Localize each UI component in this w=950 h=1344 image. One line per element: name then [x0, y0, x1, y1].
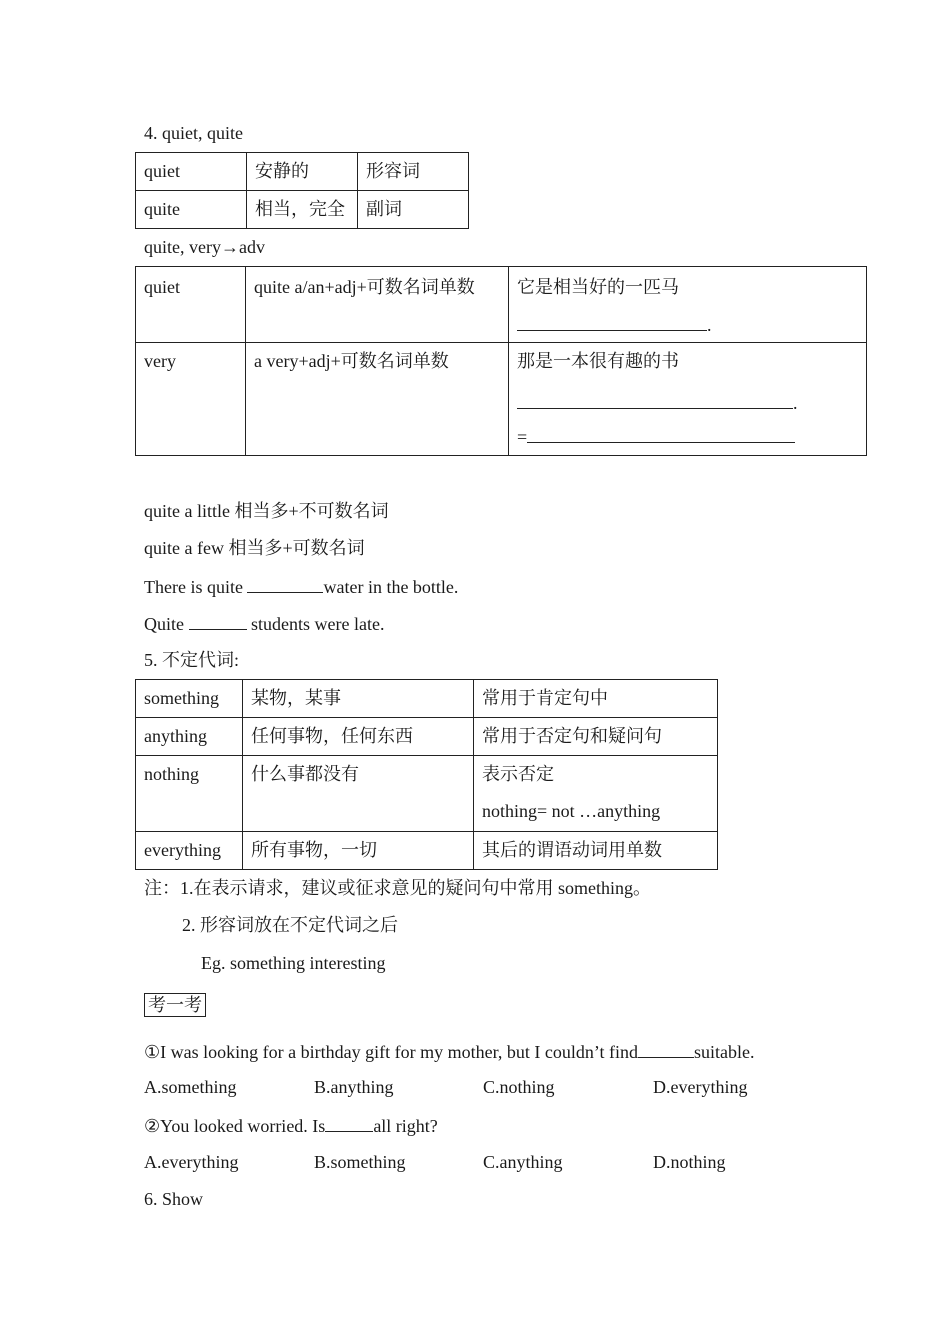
example-prompt: 那是一本很有趣的书 — [517, 351, 679, 371]
quiz-label-text: 考一考 — [144, 993, 206, 1017]
usage-line: nothing= not …anything — [482, 801, 661, 821]
table-cell — [509, 267, 867, 343]
table-cell: 常用于否定句和疑问句 — [474, 718, 718, 756]
answer-line — [517, 312, 858, 336]
table-cell: 某物，某事 — [243, 680, 474, 718]
period: . — [793, 393, 798, 413]
note-2: 2. 形容词放在不定代词之后 — [182, 915, 398, 935]
question-2 — [144, 1113, 438, 1137]
question-text: all right? — [373, 1116, 438, 1136]
q2-option-a[interactable]: A.everything — [144, 1152, 239, 1172]
q2-option-b[interactable]: B.something — [314, 1152, 406, 1172]
table-cell: 常用于肯定句中 — [474, 680, 718, 718]
equals-sign: = — [517, 427, 528, 447]
q1-option-d[interactable]: D.everything — [653, 1077, 748, 1097]
table-cell: quite — [136, 191, 247, 229]
exercise-text: students were late. — [246, 614, 385, 634]
table-cell: a very+adj+可数名词单数 — [246, 343, 509, 456]
q2-option-d[interactable]: D.nothing — [653, 1152, 726, 1172]
table-cell: nothing — [136, 756, 243, 832]
table-cell: 任何事物，任何东西 — [243, 718, 474, 756]
table-cell: 什么事都没有 — [243, 756, 474, 832]
table-cell: anything — [136, 718, 243, 756]
exercise-text: Quite — [144, 614, 189, 634]
section-6-heading: 6. Show — [144, 1189, 204, 1209]
answer-blank[interactable] — [517, 390, 793, 409]
quiet-quite-table — [135, 152, 469, 229]
table-cell: 所有事物，一切 — [243, 832, 474, 870]
usage-line: 表示否定 — [482, 764, 554, 784]
period: . — [707, 315, 712, 335]
quite-a-few-line: quite a few 相当多+可数名词 — [144, 538, 365, 558]
quite-very-note: quite, very→adv — [144, 237, 265, 257]
note-3: Eg. something interesting — [201, 953, 386, 973]
quite-a-little-line: quite a little 相当多+不可数名词 — [144, 501, 389, 521]
question-text: ②You looked worried. Is — [144, 1116, 326, 1136]
q2-option-c[interactable]: C.anything — [483, 1152, 563, 1172]
question-text: suitable. — [694, 1042, 755, 1062]
answer-line — [517, 390, 858, 414]
answer-blank[interactable] — [517, 312, 707, 331]
exercise-2 — [144, 611, 384, 635]
note-1: 注：1.在表示请求，建议或征求意见的疑问句中常用 something。 — [144, 878, 651, 898]
quite-very-table — [135, 266, 867, 456]
table-cell — [474, 756, 718, 832]
table-cell: 相当，完全 — [247, 191, 358, 229]
q1-option-c[interactable]: C.nothing — [483, 1077, 555, 1097]
answer-blank[interactable] — [325, 1113, 373, 1132]
section-4-heading: 4. quiet, quite — [144, 123, 243, 143]
table-cell: everything — [136, 832, 243, 870]
table-cell: quite a/an+adj+可数名词单数 — [246, 267, 509, 343]
table-cell: 安静的 — [247, 153, 358, 191]
answer-blank[interactable] — [189, 611, 247, 630]
question-text: ①I was looking for a birthday gift for my mother, but I couldn’t find — [144, 1042, 638, 1062]
answer-blank[interactable] — [527, 424, 795, 443]
answer-blank[interactable] — [247, 574, 323, 593]
exercise-text: There is quite — [144, 577, 248, 597]
section-5-heading: 5. 不定代词: — [144, 650, 240, 670]
answer-line — [517, 424, 858, 448]
quiz-label — [144, 994, 206, 1016]
table-cell: 形容词 — [358, 153, 469, 191]
q1-option-b[interactable]: B.anything — [314, 1077, 394, 1097]
indefinite-pronoun-table — [135, 679, 718, 870]
table-cell: 副词 — [358, 191, 469, 229]
q1-option-a[interactable]: A.something — [144, 1077, 237, 1097]
table-cell: something — [136, 680, 243, 718]
answer-blank[interactable] — [638, 1039, 694, 1058]
exercise-text: water in the bottle. — [323, 577, 459, 597]
table-cell — [509, 343, 867, 456]
table-cell: quiet — [136, 267, 246, 343]
table-cell: quiet — [136, 153, 247, 191]
table-cell: 其后的谓语动词用单数 — [474, 832, 718, 870]
example-prompt: 它是相当好的一匹马 — [517, 277, 679, 297]
table-cell: very — [136, 343, 246, 456]
question-1 — [144, 1039, 755, 1063]
exercise-1 — [144, 574, 458, 598]
